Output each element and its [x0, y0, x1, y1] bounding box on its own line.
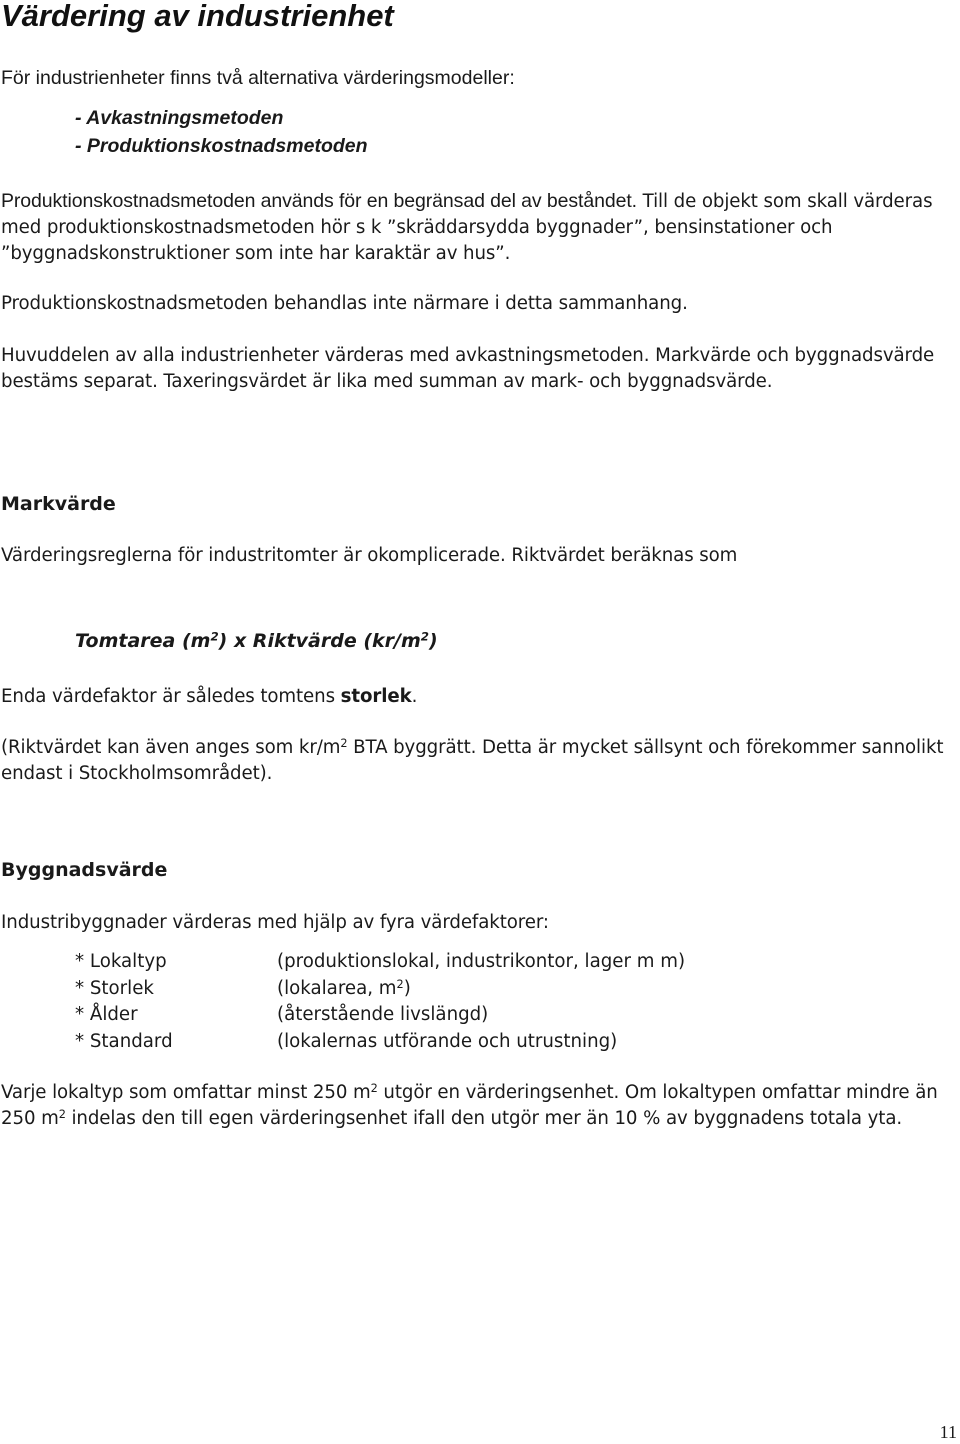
superscript: 2: [340, 736, 348, 750]
paragraph-text: indelas den till egen värderingsenhet ifall den utgör mer än 10 % av byggnadens totala yta.: [65, 1108, 903, 1129]
factor-row: [75, 1029, 685, 1056]
factor-description: (produktionslokal, industrikontor, lager m m): [277, 951, 686, 972]
formula-part: ): [428, 630, 438, 652]
factor-name: * Ålder: [75, 1004, 138, 1025]
page-title: Värdering av industrienhet: [1, 0, 394, 33]
paragraph-sentence: Till de objekt som skall värderas med produktionskostnadsmetoden hör s k ”skräddarsydda byggnader”, bensinstationer och ”byggnadskonstruktioner som inte har karaktär av hus”.: [1, 191, 933, 264]
method-item: - Avkastningsmetoden: [75, 107, 284, 129]
paragraph-text: .: [411, 686, 418, 707]
factor-list: [75, 949, 685, 1055]
factor-row: [75, 1002, 685, 1029]
factor-name: * Storlek: [75, 977, 154, 999]
factor-name: * Standard: [75, 1030, 173, 1052]
paragraph-guideline-note: [1, 735, 951, 787]
formula-part: Tomtarea (m: [75, 630, 211, 652]
paragraph-text: Varje lokaltyp som omfattar minst 250 m: [1, 1082, 371, 1103]
intro-paragraph: För industrienheter finns två alternativa värderingsmodeller:: [1, 67, 515, 89]
emphasis-storlek: storlek: [340, 686, 412, 707]
paragraph-text: BTA byggrätt. Detta är mycket sällsynt och förekommer sannolikt endast i Stockholmsområdet).: [1, 737, 944, 784]
superscript: 2: [58, 1107, 66, 1121]
paragraph-text: Enda värdefaktor är således tomtens: [1, 686, 341, 707]
heading-markvarde: Markvärde: [1, 493, 116, 515]
paragraph-not-covered: Produktionskostnadsmetoden behandlas inte närmare i detta sammanhang.: [1, 293, 688, 314]
factor-row: [75, 949, 685, 976]
factor-name: * Lokaltyp: [75, 951, 167, 972]
paragraph-valuation-unit: [1, 1080, 951, 1132]
formula-superscript: 2: [420, 629, 429, 644]
factor-row: [75, 976, 685, 1003]
factor-description: (lokalarea, $m^2$): [277, 977, 411, 999]
page-number: 11: [939, 1422, 957, 1442]
formula-part: ) x Riktvärde (kr/m: [218, 630, 421, 652]
formula: [75, 628, 438, 654]
heading-byggnadsvarde: Byggnadsvärde: [1, 859, 168, 881]
paragraph-value-factor: [1, 684, 951, 710]
paragraph-text: (Riktvärdet kan även anges som kr/m: [1, 737, 341, 758]
factor-description: (lokalernas utförande och utrustning): [277, 1030, 618, 1052]
superscript: 2: [370, 1081, 378, 1095]
paragraph-production-cost: [1, 188, 951, 267]
paragraph-yield-method: Huvuddelen av alla industrienheter värderas med avkastningsmetoden. Markvärde och byggnadsvärde bestäms separat. Taxeringsvärdet är lika med summan av mark- och byggnadsvärde.: [1, 345, 935, 392]
method-item: - Produktionskostnadsmetoden: [75, 135, 368, 157]
method-list: [75, 104, 368, 160]
paragraph-sentence: Produktionskostnadsmetoden används för en begränsad del av beståndet.: [1, 190, 637, 212]
formula-superscript: 2: [210, 629, 219, 644]
paragraph-text: utgör en värderingsenhet. Om lokaltypen omfattar mindre än 250 m: [1, 1082, 938, 1129]
paragraph-building-factors: Industribyggnader värderas med hjälp av fyra värdefaktorer:: [1, 912, 549, 933]
paragraph-land-rules: Värderingsreglerna för industritomter är okomplicerade. Riktvärdet beräknas som: [1, 545, 738, 566]
factor-description: (återstående livslängd): [277, 1004, 489, 1025]
